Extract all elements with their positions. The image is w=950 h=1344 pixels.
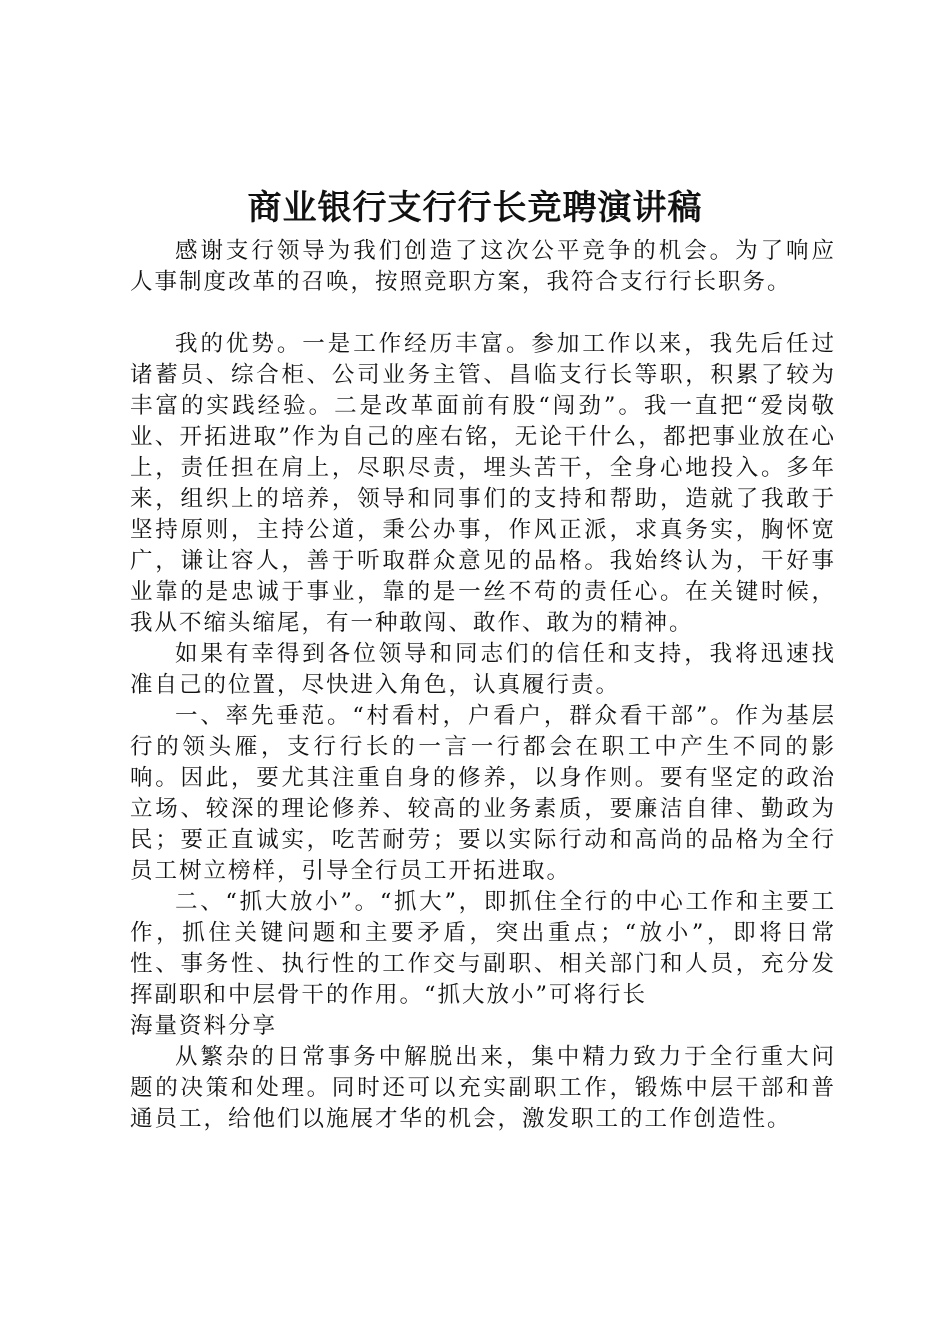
- paragraph-conclusion: 从繁杂的日常事务中解脱出来，集中精力致力于全行重大问题的决策和处理。同时还可以充实副职工作，锻炼中层干部和普通员工，给他们以施展才华的机会，激发职工的工作创造性。: [130, 1044, 836, 1132]
- paragraph-commitment: 如果有幸得到各位领导和同志们的信任和支持，我将迅速找准自己的位置，尽快进入角色，认真履行责。: [130, 641, 836, 698]
- document-title: 商业银行支行行长竞聘演讲稿: [247, 188, 703, 228]
- paragraph-advantages: 我的优势。一是工作经历丰富。参加工作以来，我先后任过诸蓄员、综合柜、公司业务主管、昌临支行长等职，积累了较为丰富的实践经验。二是改革面前有股“闯劲”。我一直把“爱岗敬业、开拓进取”作为自己的座右铭，无论干什么，都把事业放在心上，责任担在肩上，尽职尽责，埋头苦干，全身心地投入。多年来，组织上的培养，领导和同事们的支持和帮助，造就了我敢于坚持原则，主持公道，秉公办事，作风正派，求真务实，胸怀宽广，谦让容人，善于听取群众意见的品格。我始终认为，干好事业靠的是忠诚于事业，靠的是一丝不苟的责任心。在关键时候，我从不缩头缩尾，有一种敢闯、敢作、敢为的精神。: [130, 331, 836, 636]
- paragraph-share-note: 海量资料分享: [130, 1013, 278, 1039]
- paragraph-spacer: [130, 298, 836, 329]
- paragraph-point-one: 一、率先垂范。“村看村，户看户，群众看干部”。作为基层行的领头雁，支行行长的一言一行都会在职工中产生不同的影响。因此，要尤其注重自身的修养，以身作则。要有坚定的政治立场、较深的理论修养、较高的业务素质，要廉洁自律、勤政为民；要正直诚实，吃苦耐劳；要以实际行动和高尚的品格为全行员工树立榜样，引导全行员工开拓进取。: [130, 703, 836, 884]
- paragraph-point-two: 二、“抓大放小”。“抓大”，即抓住全行的中心工作和主要工作，抓住关键问题和主要矛盾，突出重点；“放小”，即将日常性、事务性、执行性的工作交与副职、相关部门和人员，充分发挥副职和中层骨干的作用。“抓大放小”可将行长: [130, 889, 836, 1008]
- paragraph-intro: 感谢支行领导为我们创造了这次公平竞争的机会。为了响应人事制度改革的召唤，按照竞职方案，我符合支行行长职务。: [130, 238, 836, 295]
- document-body: [130, 236, 836, 1135]
